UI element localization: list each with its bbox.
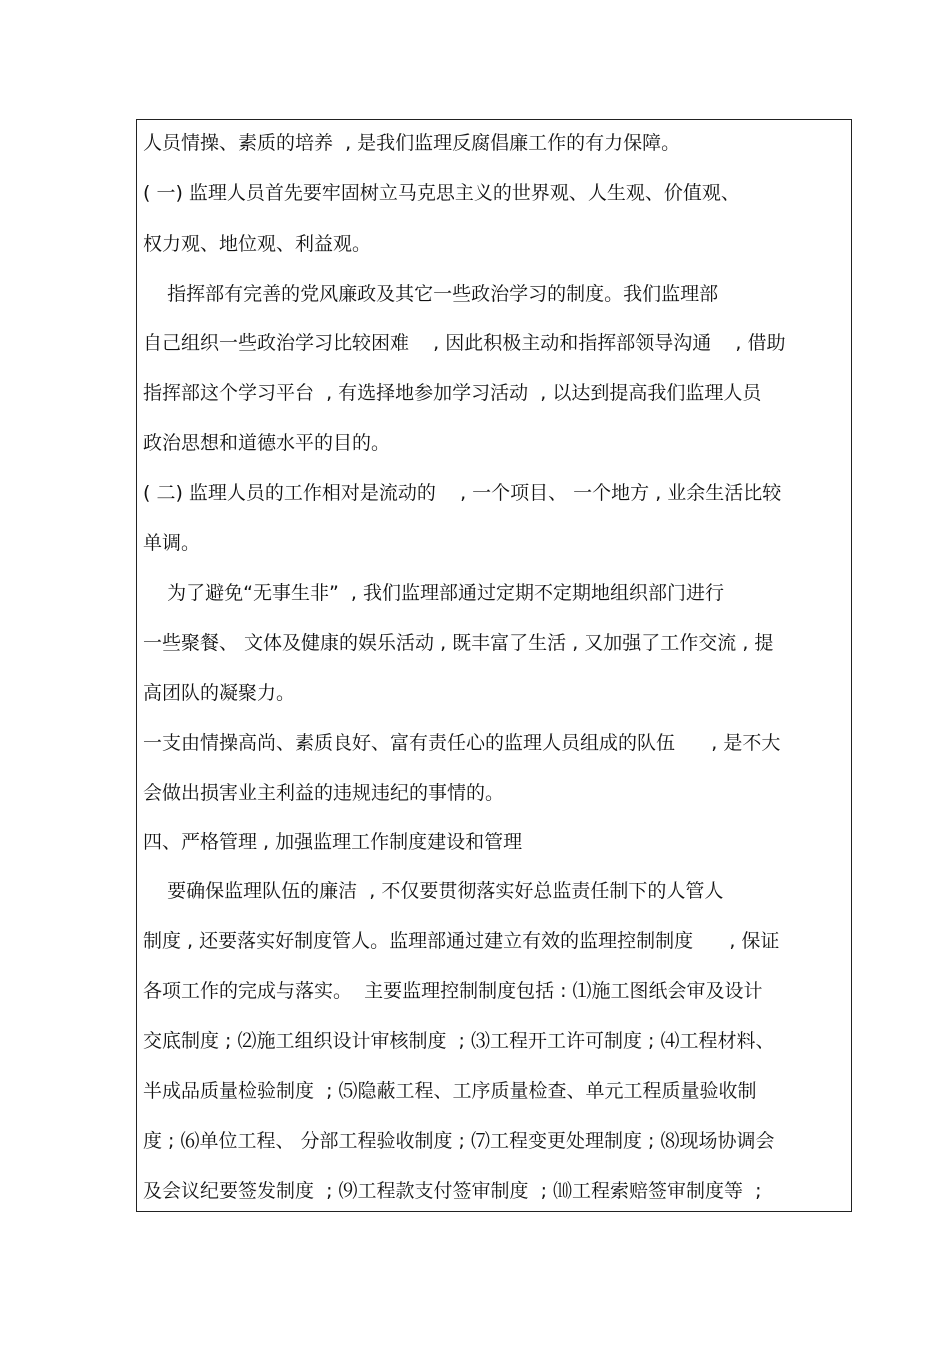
- text-line: 要确保监理队伍的廉洁 , 不仅要贯彻落实好总监责任制下的人管人: [143, 880, 724, 902]
- text-line: 指挥部有完善的党风廉政及其它一些政治学习的制度。我们监理部: [143, 283, 719, 305]
- text-line: 度 ; ⑹单位工程、 分部工程验收制度 ; ⑺工程变更处理制度 ; ⑻现场协调会: [143, 1130, 775, 1152]
- text-line: 单调。: [143, 532, 201, 554]
- text-line: 指挥部这个学习平台 , 有选择地参加学习活动 , 以达到提高我们监理人员: [143, 382, 762, 404]
- text-line: 会做出损害业主利益的违规违纪的事情的。: [143, 782, 505, 804]
- text-line: 各项工作的完成与落实。 主要监理控制制度包括 : ⑴施工图纸会审及设计: [143, 980, 763, 1002]
- text-line: 及会议纪要签发制度 ; ⑼工程款支付签审制度 ; ⑽工程索赔签审制度等 ;: [143, 1180, 762, 1202]
- text-line: 高团队的凝聚力。: [143, 682, 296, 704]
- text-line: 制度 , 还要落实好制度管人。监理部通过建立有效的监理控制制度 , 保证: [143, 930, 780, 952]
- section-heading: 四、严格管理 , 加强监理工作制度建设和管理: [143, 831, 523, 853]
- text-line: ( 一) 监理人员首先要牢固树立马克思主义的世界观、人生观、价值观、: [143, 182, 740, 204]
- text-line: 自己组织一些政治学习比较困难 , 因此积极主动和指挥部领导沟通 , 借助: [143, 332, 786, 354]
- text-line: 一些聚餐、 文体及健康的娱乐活动 , 既丰富了生活 , 又加强了工作交流 , 提: [143, 632, 774, 654]
- text-line: 政治思想和道德水平的目的。: [143, 432, 391, 454]
- text-line: 半成品质量检验制度 ; ⑸隐蔽工程、工序质量检查、单元工程质量验收制: [143, 1080, 757, 1102]
- text-line: ( 二) 监理人员的工作相对是流动的 , 一个项目、 一个地方 , 业余生活比较: [143, 482, 782, 504]
- text-line: 交底制度 ; ⑵施工组织设计审核制度 ; ⑶工程开工许可制度 ; ⑷工程材料、: [143, 1030, 775, 1052]
- text-line: 一支由情操高尚、素质良好、富有责任心的监理人员组成的队伍 , 是不大: [143, 732, 781, 754]
- text-line: 为了避免“无事生非” , 我们监理部通过定期不定期地组织部门进行: [143, 582, 725, 604]
- text-line: 人员情操、素质的培养 , 是我们监理反腐倡廉工作的有力保障。: [143, 132, 681, 154]
- text-line: 权力观、地位观、利益观。: [143, 233, 372, 255]
